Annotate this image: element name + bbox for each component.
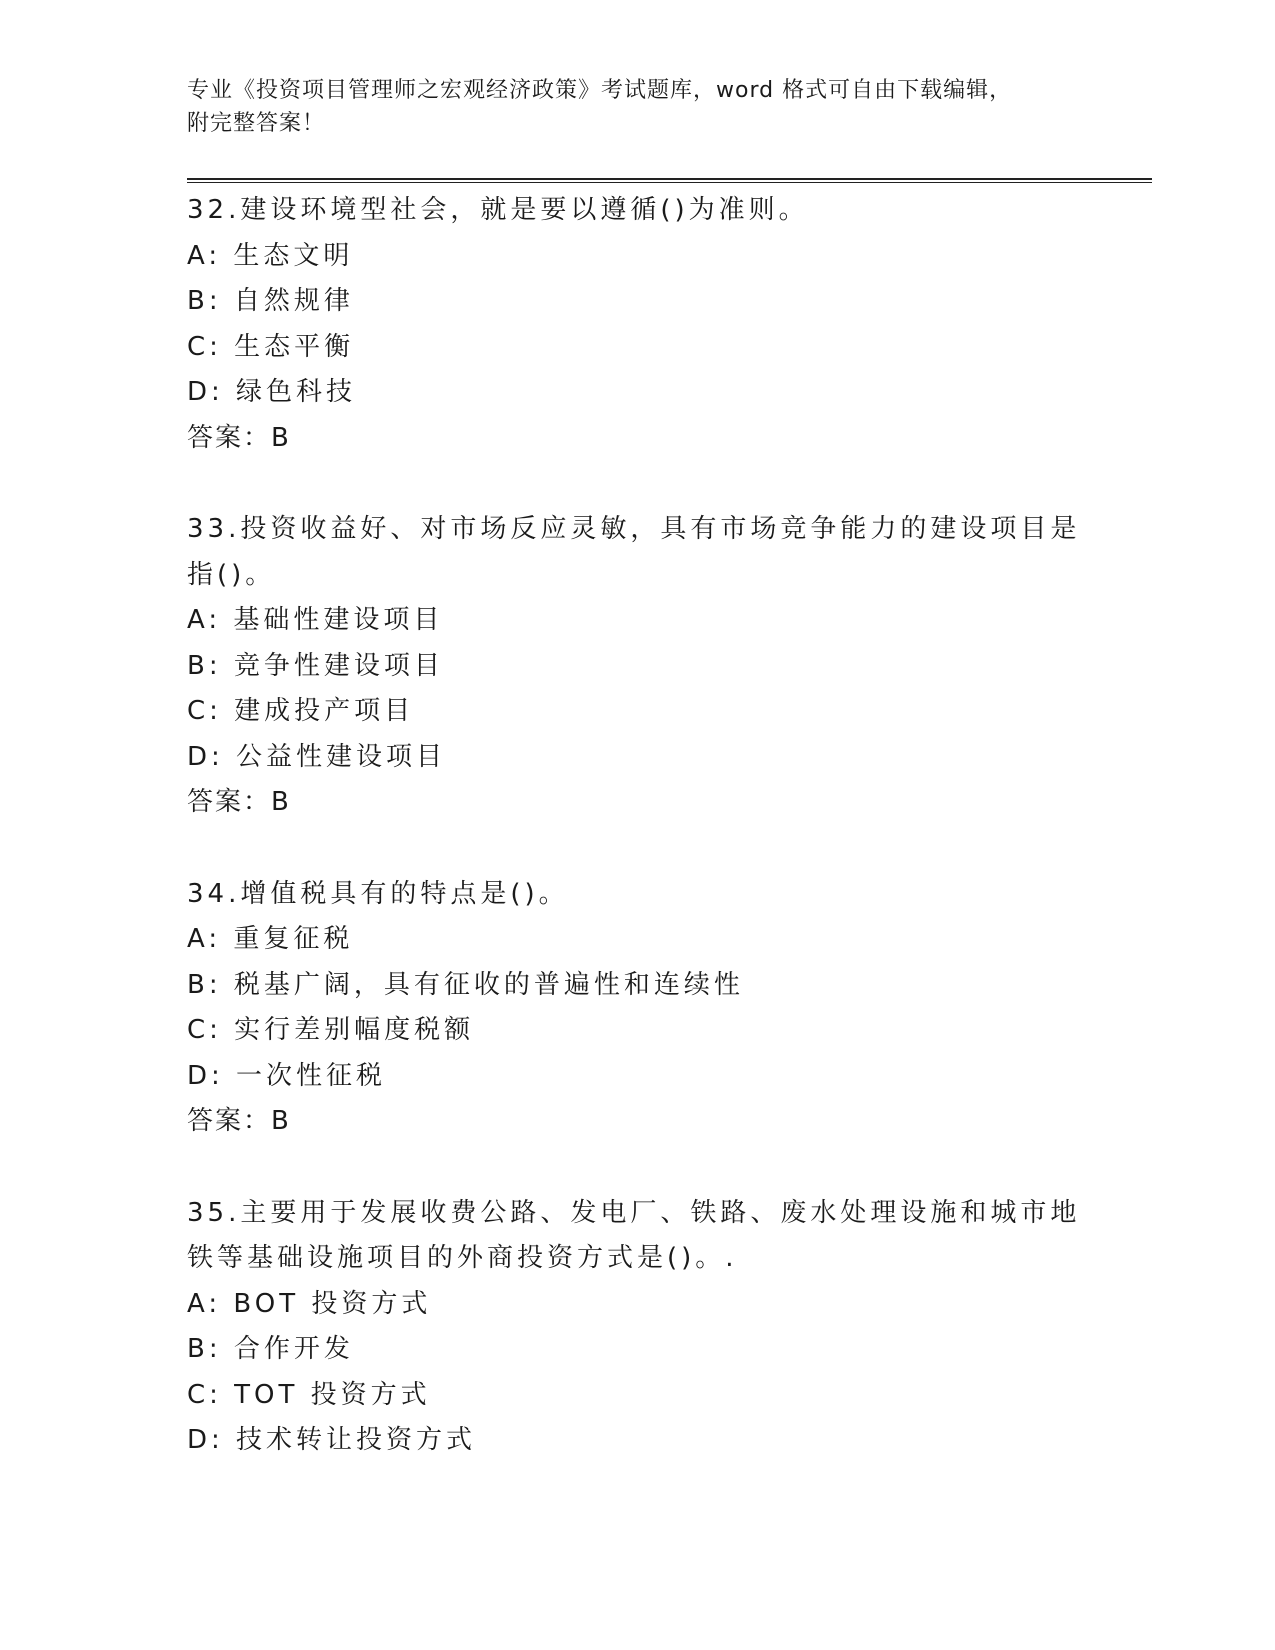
question-stem: 33.投资收益好、对市场反应灵敏，具有市场竞争能力的建设项目是指()。 bbox=[187, 514, 1081, 590]
header-intro-line-1: 专业《投资项目管理师之宏观经济政策》考试题库，word 格式可自由下载编辑， bbox=[187, 78, 1013, 103]
option-a: A: 基础性建设项目 bbox=[187, 605, 444, 635]
option-d: D: 一次性征税 bbox=[187, 1060, 387, 1091]
question-33 bbox=[187, 507, 1087, 826]
option-c: C: 实行差别幅度税额 bbox=[187, 1015, 475, 1045]
option-b: B: 自然规律 bbox=[187, 286, 354, 316]
option-b: B: 税基广阔，具有征收的普遍性和连续性 bbox=[187, 969, 744, 1000]
question-stem: 34.增值税具有的特点是()。 bbox=[187, 878, 569, 909]
question-list bbox=[187, 188, 1087, 1510]
answer: 答案：B bbox=[187, 787, 291, 817]
option-c: C: 生态平衡 bbox=[187, 331, 355, 362]
option-d: D: 技术转让投资方式 bbox=[187, 1425, 477, 1455]
question-stem: 35.主要用于发展收费公路、发电厂、铁路、废水处理设施和城市地铁等基础设施项目的外商投资方式是()。. bbox=[187, 1197, 1081, 1273]
answer: 答案：B bbox=[187, 1106, 291, 1136]
header-intro-line-2: 附完整答案！ bbox=[187, 111, 326, 136]
option-c: C: TOT 投资方式 bbox=[187, 1379, 431, 1410]
answer: 答案：B bbox=[187, 422, 291, 453]
option-a: A: BOT 投资方式 bbox=[187, 1288, 432, 1319]
option-d: D: 绿色科技 bbox=[187, 377, 357, 407]
question-35 bbox=[187, 1191, 1087, 1464]
option-a: A: 生态文明 bbox=[187, 240, 354, 271]
document-header bbox=[187, 74, 1067, 140]
header-divider bbox=[187, 178, 1152, 183]
option-c: C: 建成投产项目 bbox=[187, 696, 415, 726]
option-b: B: 竞争性建设项目 bbox=[187, 650, 444, 681]
option-d: D: 公益性建设项目 bbox=[187, 741, 447, 772]
option-a: A: 重复征税 bbox=[187, 924, 354, 954]
question-32 bbox=[187, 188, 1087, 461]
question-34 bbox=[187, 872, 1087, 1145]
question-stem: 32.建设环境型社会，就是要以遵循()为准则。 bbox=[187, 195, 809, 225]
option-b: B: 合作开发 bbox=[187, 1334, 354, 1364]
